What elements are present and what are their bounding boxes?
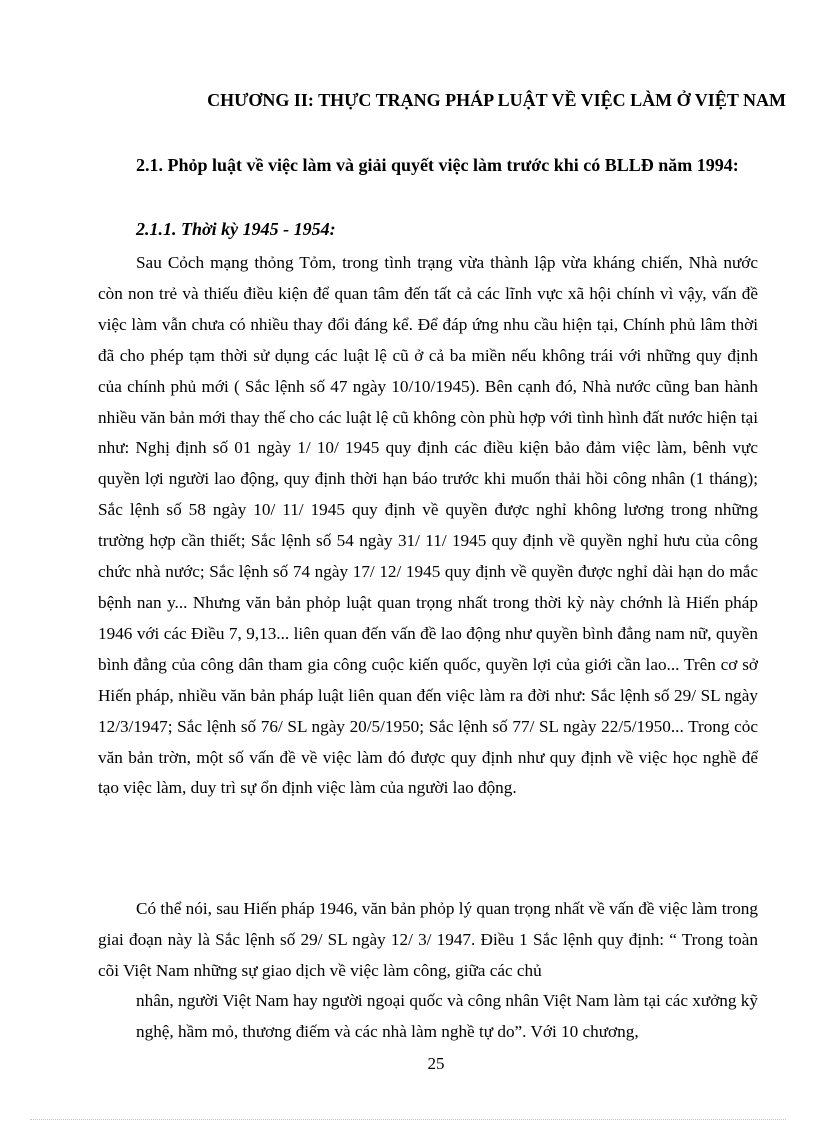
page-number: 25	[427, 1054, 445, 1073]
body-paragraph-2: Có thể nói, sau Hiến pháp 1946, văn bản phỏp lý quan trọng nhất về vấn đề việc làm trong giai đoạn này là Sắc lệnh số 29/ SL ngày 12/ 3/ 1947. Điều 1 Sắc lệnh quy định: “ Trong toàn cõi Việt Nam những sự giao dịch về việc làm công, giữa các chủ	[98, 899, 758, 980]
chapter-title: CHƯƠNG II: THỰC TRẠNG PHÁP LUẬT VỀ VIỆC LÀM Ở VIỆT NAM	[207, 90, 786, 110]
section-heading: 2.1. Phỏp luật về việc làm và giải quyết việc làm trước khi có BLLĐ năm 1994:	[136, 155, 739, 175]
subsection-heading: 2.1.1. Thời kỳ 1945 - 1954:	[136, 219, 336, 239]
page-bottom-divider	[30, 1119, 786, 1120]
body-paragraph-3: nhân, người Việt Nam hay người ngoại quốc và công nhân Việt Nam làm tại các xưởng kỹ nghệ, hầm mỏ, thương điếm và các nhà làm nghề tự do”. Với 10 chương,	[136, 991, 758, 1041]
body-paragraph-1: Sau Cỏch mạng thỏng Tỏm, trong tình trạng vừa thành lập vừa kháng chiến, Nhà nước còn non trẻ và thiếu điều kiện để quan tâm đến tất cả các lĩnh vực xã hội chính vì vậy, vấn đề việc làm vẫn chưa có nhiều thay đổi đáng kể. Để đáp ứng nhu cầu hiện tại, Chính phủ lâm thời đã cho phép tạm thời sử dụng các luật lệ cũ ở cả ba miền nếu không trái với những quy định của chính phủ mới ( Sắc lệnh số 47 ngày 10/10/1945). Bên cạnh đó, Nhà nước cũng ban hành nhiều văn bản mới thay thế cho các luật lệ cũ không còn phù hợp với tình hình đất nước hiện tại như: Nghị định số 01 ngày 1/ 10/ 1945 quy định các điều kiện bảo đảm việc làm, bênh vực quyền lợi người lao động, quy định thời hạn báo trước khi muốn thải hồi công nhân (1 tháng); Sắc lệnh số 58 ngày 10/ 11/ 1945 quy định về quyền được nghỉ không lương trong những trường hợp cần thiết; Sắc lệnh số 54 ngày 31/ 11/ 1945 quy định về quyền nghỉ hưu của công chức nhà nước; Sắc lệnh số 74 ngày 17/ 12/ 1945 quy định về quyền được nghỉ dài hạn do mắc bệnh nan y... Nhưng văn bản phỏp luật quan trọng nhất trong thời kỳ này chớnh là Hiến pháp 1946 với các Điều 7, 9,13... liên quan đến vấn đề lao động như quyền bình đẳng nam nữ, quyền bình đẳng của công dân tham gia công cuộc kiến quốc, quyền lợi của giới cần lao... Trên cơ sở Hiến pháp, nhiều văn bản pháp luật liên quan đến việc làm ra đời như: Sắc lệnh số 29/ SL ngày 12/3/1947; Sắc lệnh số 76/ SL ngày 20/5/1950; Sắc lệnh số 77/ SL ngày 22/5/1950... Trong cỏc văn bản trờn, một số vấn đề về việc làm đó được quy định như quy định về việc học nghề để tạo việc làm, duy trì sự ổn định việc làm của người lao động.	[98, 253, 758, 798]
